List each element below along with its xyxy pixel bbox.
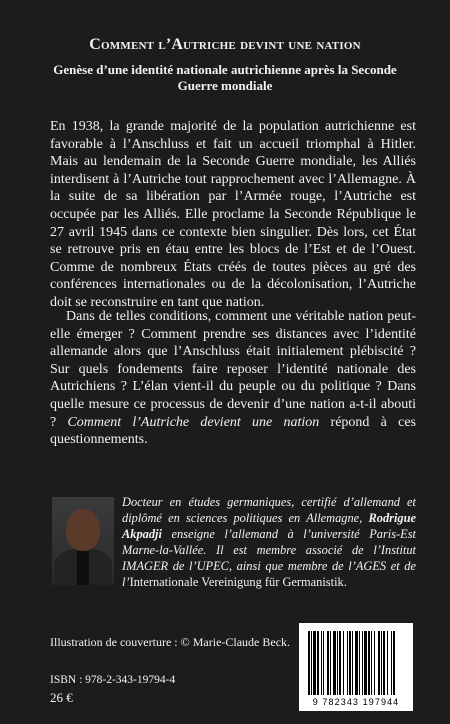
author-bio	[122, 494, 416, 590]
book-title: Comment l’Autriche devint une nation	[89, 36, 361, 53]
summary-questions: Dans de telles conditions, comment une véritable nation peut-elle émerger ? Comment prendre ses distances avec l’identité allemande alors que l’Anschluss était initialement plébiscité ? Sur quels fondements faire reposer l’identité nationale des Autrichiens ? L’élan vient-il du peuple ou du politique ? Dans quelle mesure ce processus de devenir d’une nation a-t-il abouti ?	[50, 309, 416, 430]
cover-credit: Illustration de couverture : © Marie-Claude Beck.	[50, 635, 291, 649]
barcode	[299, 623, 413, 711]
summary-paragraph-2	[50, 308, 416, 449]
author-name: Rodrigue Akpadji	[122, 511, 416, 541]
barcode-bars	[299, 623, 413, 697]
author-photo	[52, 497, 114, 585]
barcode-number: 9 782343 197944	[312, 697, 400, 707]
price: 26 €	[50, 690, 73, 705]
book-subtitle: Genèse d’une identité nationale autrichienne après la Seconde Guerre mondiale	[53, 62, 397, 93]
bio-text-3: Internationale Vereinigung für Germanistik.	[129, 575, 347, 589]
bio-text-2: enseigne l’allemand à l’université Paris-Est Marne-la-Vallée. Il est membre associé de l’Institut IMAGER de l’UPEC, ainsi que membre de l’AGES et de l’	[122, 527, 417, 589]
book-title-reference: Comment l’Autriche devient une nation	[67, 414, 320, 430]
isbn: ISBN : 978-2-343-19794-4	[50, 674, 176, 686]
summary-closing: répond à ces questionnements.	[50, 414, 417, 448]
summary-paragraph-1: En 1938, la grande majorité de la population autrichienne est favorable à l’Anschluss et fait un accueil triomphal à Hitler. Mais au lendemain de la Seconde Guerre mondiale, les Alliés interdisent à l’Autriche tout rapprochement avec l’Allemagne. À la suite de sa libération par l’Armée rouge, l’Autriche est occupée par les Alliés. Elle proclame la Seconde République le 27 avril 1945 dans ce contexte bien singulier. Dès lors, cet État se retrouve pris en étau entre les blocs de l’Est et de l’Ouest. Comme de nombreux États créés de toutes pièces au gré des conférences internationales ou de la décolonisation, l’Autriche doit se reconstruire en tant que nation.	[50, 119, 416, 310]
bio-text-1: Docteur en études germaniques, certifié d’allemand et diplômé en sciences politiques en Allemagne,	[122, 495, 416, 525]
